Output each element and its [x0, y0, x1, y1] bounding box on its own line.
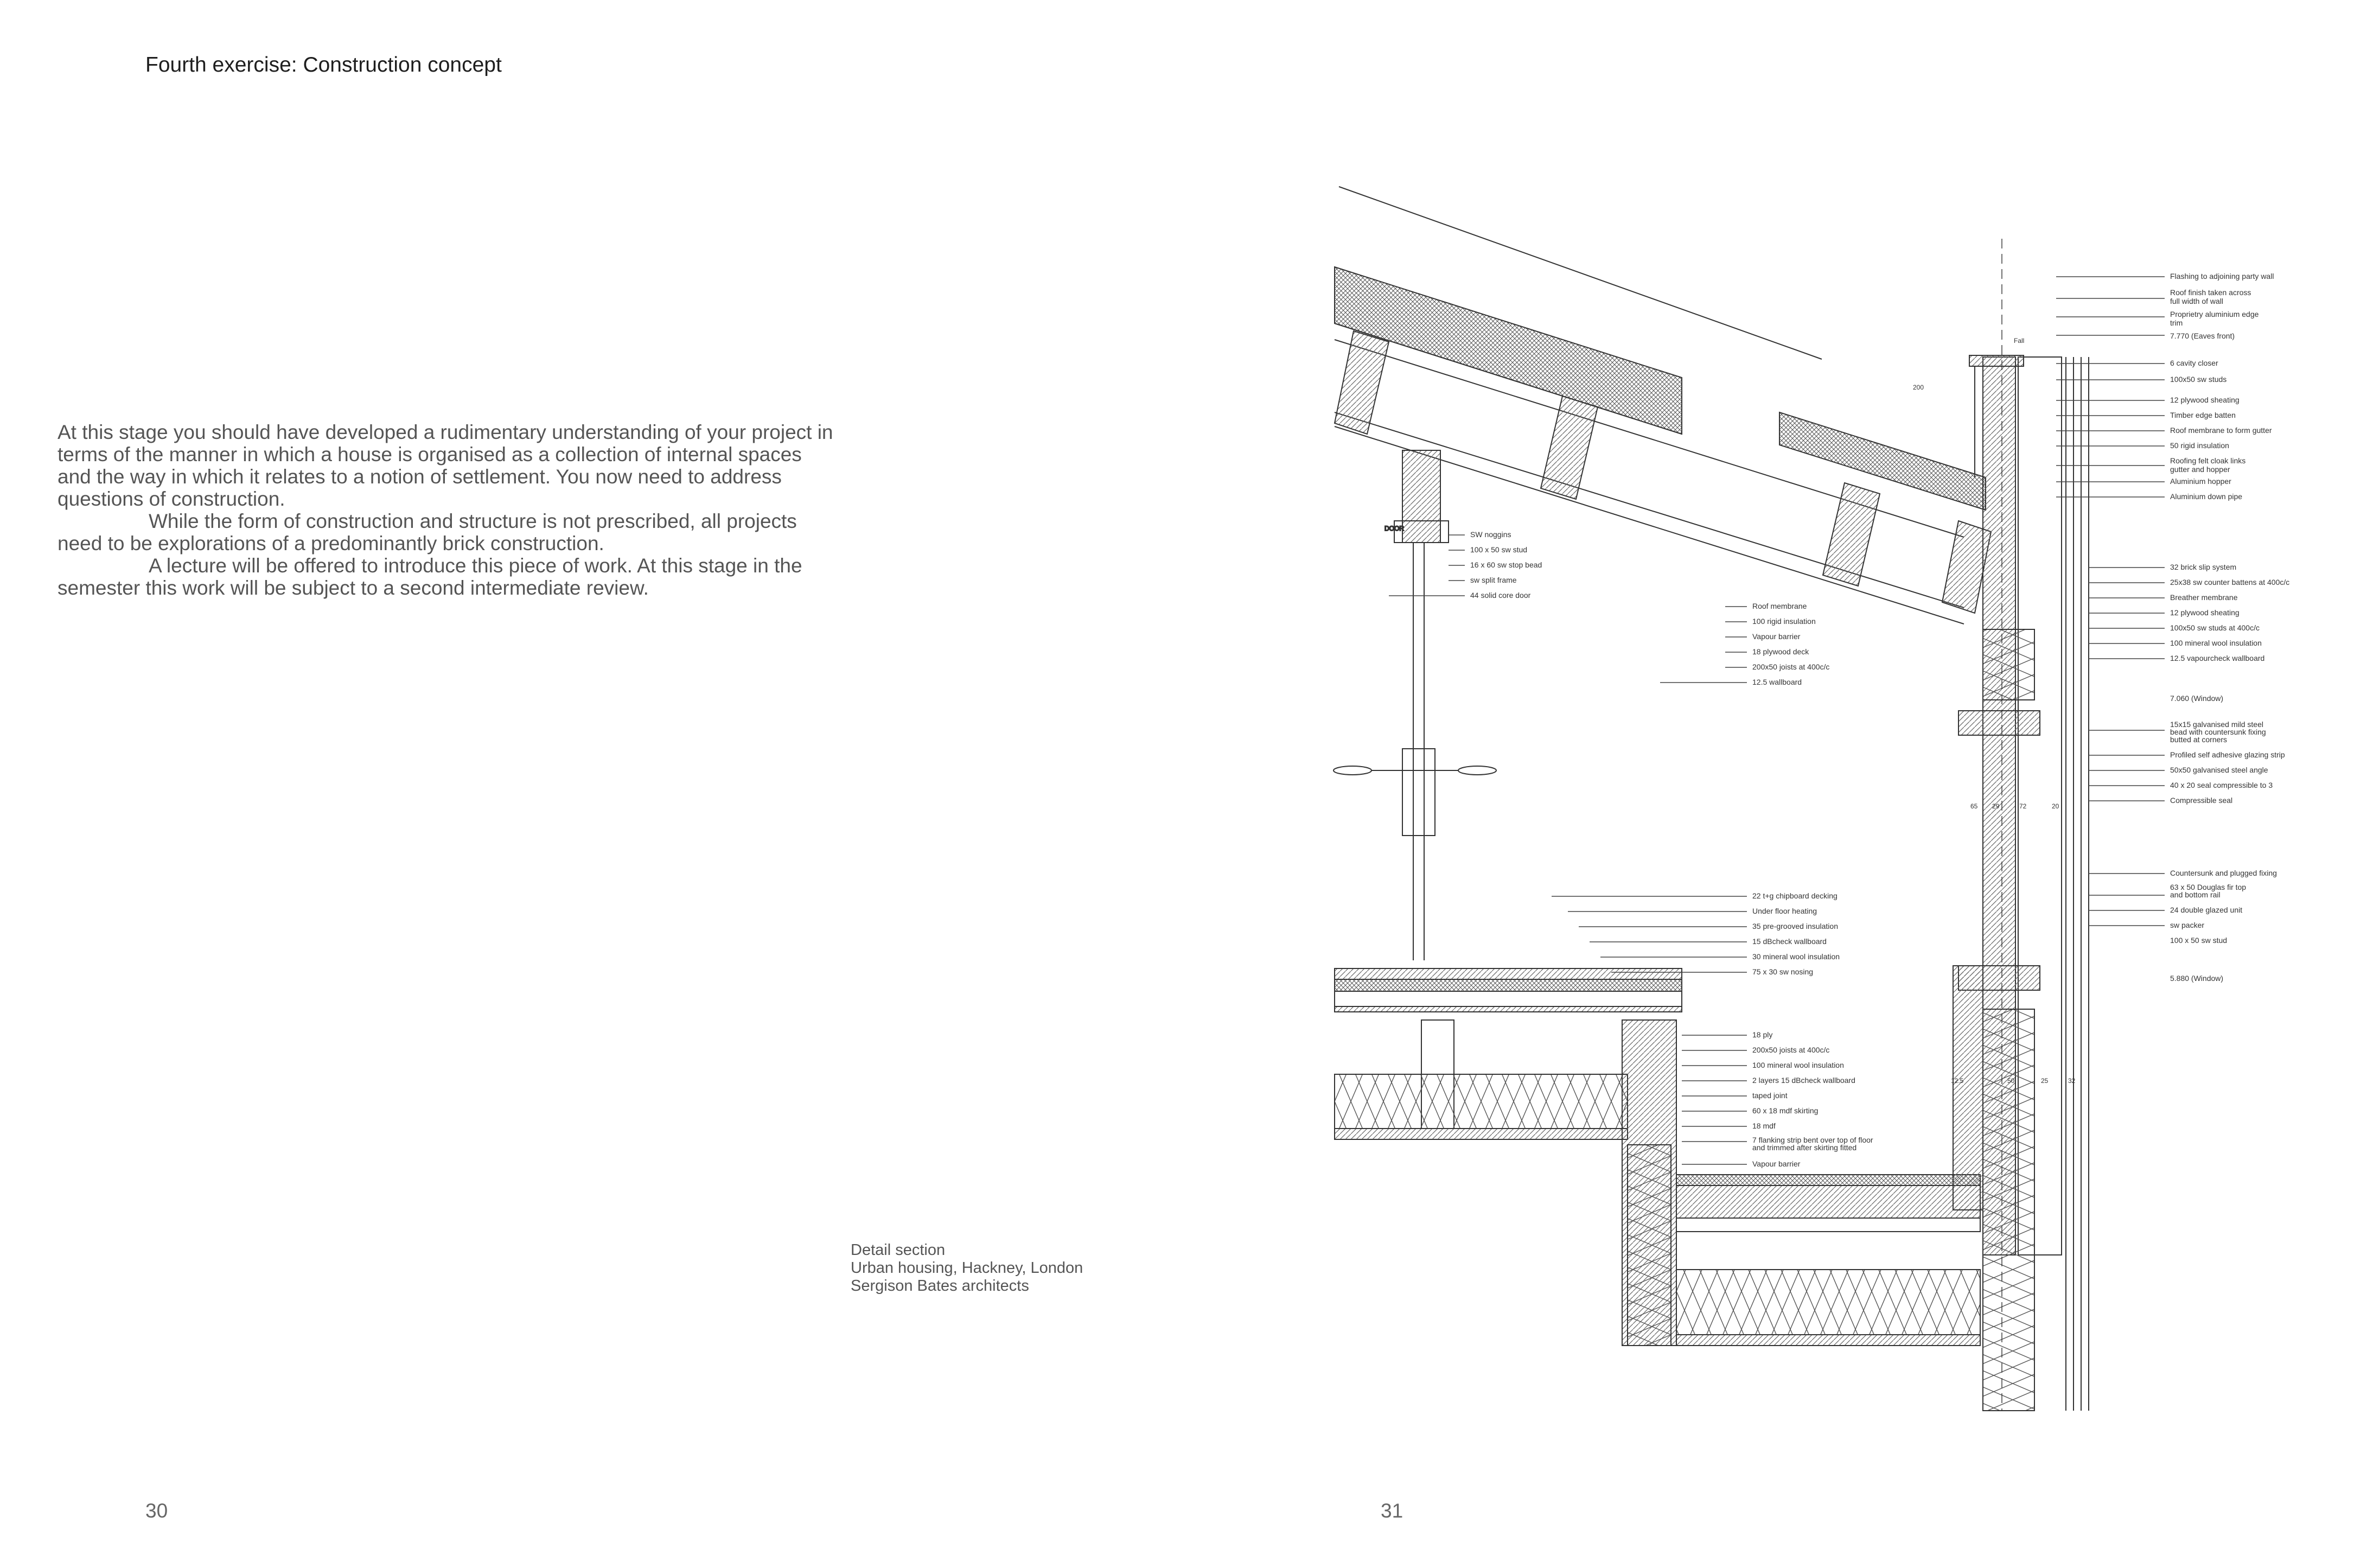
annotation-label: 2 layers 15 dBcheck wallboard — [1752, 1076, 1855, 1085]
annotation-label: sw packer — [2170, 921, 2205, 929]
annotations-door — [1470, 530, 1542, 600]
annotation-label: 18 ply — [1752, 1030, 1773, 1039]
annotation-label: Vapour barrier — [1752, 632, 1801, 641]
annotation-label: and bottom rail — [2170, 890, 2221, 899]
annotation-label: butted at corners — [2170, 735, 2228, 744]
annotation-label: Vapour barrier — [1752, 1159, 1801, 1168]
annotation-label: 44 solid core door — [1470, 591, 1531, 600]
annotation-label: 100 rigid insulation — [1752, 617, 1816, 626]
annotation-label: Roofing felt cloak links — [2170, 456, 2246, 465]
annotation-label: 18 plywood deck — [1752, 647, 1809, 656]
annotation-label: Under floor heating — [1752, 907, 1817, 915]
annotation-label: 63 x 50 Douglas fir top — [2170, 883, 2247, 891]
annotations-floor — [1752, 891, 1840, 976]
annotation-label: 12 plywood sheating — [2170, 396, 2240, 404]
annotation-label: Breather membrane — [2170, 593, 2238, 602]
annotation-label: 6 cavity closer — [2170, 359, 2218, 367]
annotation-label: Roof membrane to form gutter — [2170, 426, 2272, 435]
fall-label: Fall — [2014, 337, 2025, 345]
annotation-label: 200x50 joists at 400c/c — [1752, 662, 1830, 671]
annotation-label: Proprietry aluminium edge — [2170, 310, 2259, 318]
annotation-label: 30 mineral wool insulation — [1752, 952, 1840, 961]
annotation-label: bead with countersunk fixing — [2170, 728, 2266, 736]
annotation-label: 15 dBcheck wallboard — [1752, 937, 1827, 946]
body-paragraph: At this stage you should have developed a rudimentary understanding of your project in terms of the manner in which a house is organised as a collection of internal spaces and the way in which it relates to a notion of settlement. You now need to address questions of construction. — [58, 421, 833, 510]
annotation-label: 100x50 sw studs at 400c/c — [2170, 623, 2260, 632]
annotation-label: 100 x 50 sw stud — [1470, 545, 1528, 554]
annotation-label: 7.060 (Window) — [2170, 694, 2224, 703]
annotation-label: 50x50 galvanised steel angle — [2170, 766, 2268, 774]
annotation-label: 60 x 18 mdf skirting — [1752, 1106, 1819, 1115]
external-wall — [1958, 239, 2089, 1411]
dimension-value: 20 — [2052, 802, 2059, 810]
body-paragraph: While the form of construction and structure is not prescribed, all projects need to be explorations of a predominantly brick construction. — [58, 510, 797, 554]
annotation-label: 22 t+g chipboard decking — [1752, 891, 1838, 900]
annotation-label: taped joint — [1752, 1091, 1788, 1100]
annotation-label: Aluminium hopper — [2170, 477, 2231, 486]
caption-line: Detail section — [851, 1241, 946, 1259]
annotation-label: 40 x 20 seal compressible to 3 — [2170, 781, 2273, 789]
annotation-label: SW noggins — [1470, 530, 1511, 539]
annotation-label: full width of wall — [2170, 297, 2224, 305]
annotation-label: and trimmed after skirting fitted — [1752, 1143, 1857, 1152]
annotation-label: 24 double glazed unit — [2170, 906, 2243, 914]
dimension-value: 25 — [2041, 1077, 2049, 1085]
annotation-label: Compressible seal — [2170, 796, 2233, 805]
caption-line: Sergison Bates architects — [851, 1277, 1029, 1295]
dimension-value: 50 — [2007, 1077, 2015, 1085]
annotation-label: Roof membrane — [1752, 602, 1807, 610]
caption-line: Urban housing, Hackney, London — [851, 1259, 1083, 1277]
annotation-label: 25x38 sw counter battens at 400c/c — [2170, 578, 2290, 587]
annotation-label: 12.5 vapourcheck wallboard — [2170, 654, 2265, 662]
annotation-label: 100 mineral wool insulation — [2170, 639, 2262, 647]
dimension-top: 200 — [1913, 384, 1924, 391]
annotation-label: 12 plywood sheating — [2170, 608, 2240, 617]
page-number-left: 30 — [145, 1500, 168, 1522]
annotation-label: 100x50 sw studs — [2170, 375, 2227, 384]
page-title: Fourth exercise: Construction concept — [145, 53, 502, 77]
annotation-label: Flashing to adjoining party wall — [2170, 272, 2274, 281]
dimension-value: 32 — [2068, 1077, 2076, 1085]
annotation-label: 16 x 60 sw stop bead — [1470, 560, 1542, 569]
door-dimension: DOOR — [1385, 525, 1404, 532]
annotation-label: trim — [2170, 318, 2183, 327]
annotations-right — [2170, 272, 2289, 983]
annotation-label: 7 flanking strip bent over top of floor — [1752, 1136, 1873, 1144]
annotation-label: sw split frame — [1470, 576, 1517, 584]
annotation-label: 18 mdf — [1752, 1121, 1776, 1130]
dimension-value: 12.5 — [1951, 1077, 1964, 1085]
annotation-label: 12.5 wallboard — [1752, 678, 1802, 686]
annotation-label: Countersunk and plugged fixing — [2170, 869, 2277, 877]
annotation-label: 35 pre-grooved insulation — [1752, 922, 1838, 930]
dimension-value: 29 — [1992, 802, 2000, 810]
annotation-label: 200x50 joists at 400c/c — [1752, 1046, 1830, 1054]
dimension-value: 72 — [2019, 802, 2027, 810]
annotation-label: 32 brick slip system — [2170, 563, 2237, 571]
door-assembly — [1334, 450, 1496, 960]
dimension-value: 65 — [1970, 802, 1978, 810]
annotation-label: 7.770 (Eaves front) — [2170, 332, 2235, 340]
annotation-label: 5.880 (Window) — [2170, 974, 2224, 983]
annotations-roof — [1752, 602, 1829, 686]
roof-assembly — [1335, 187, 1991, 624]
annotation-label: Aluminium down pipe — [2170, 492, 2243, 501]
annotation-label: Timber edge batten — [2170, 411, 2236, 419]
annotation-label: 15x15 galvanised mild steel — [2170, 720, 2263, 729]
annotation-label: Profiled self adhesive glazing strip — [2170, 750, 2285, 759]
annotation-label: 100 mineral wool insulation — [1752, 1061, 1844, 1069]
body-paragraph: A lecture will be offered to introduce this piece of work. At this stage in the semester this work will be subject to a second intermediate review. — [58, 554, 802, 599]
annotation-label: 75 x 30 sw nosing — [1752, 967, 1814, 976]
annotation-label: 100 x 50 sw stud — [2170, 936, 2228, 945]
page-number-right: 31 — [1381, 1500, 1403, 1522]
annotations-floor-lower — [1752, 1030, 1873, 1168]
floor-assembly — [1335, 966, 1983, 1346]
annotation-label: Roof finish taken across — [2170, 288, 2251, 297]
annotation-label: 50 rigid insulation — [2170, 441, 2229, 450]
annotation-label: gutter and hopper — [2170, 465, 2230, 474]
leader-lines — [1389, 277, 2165, 1164]
